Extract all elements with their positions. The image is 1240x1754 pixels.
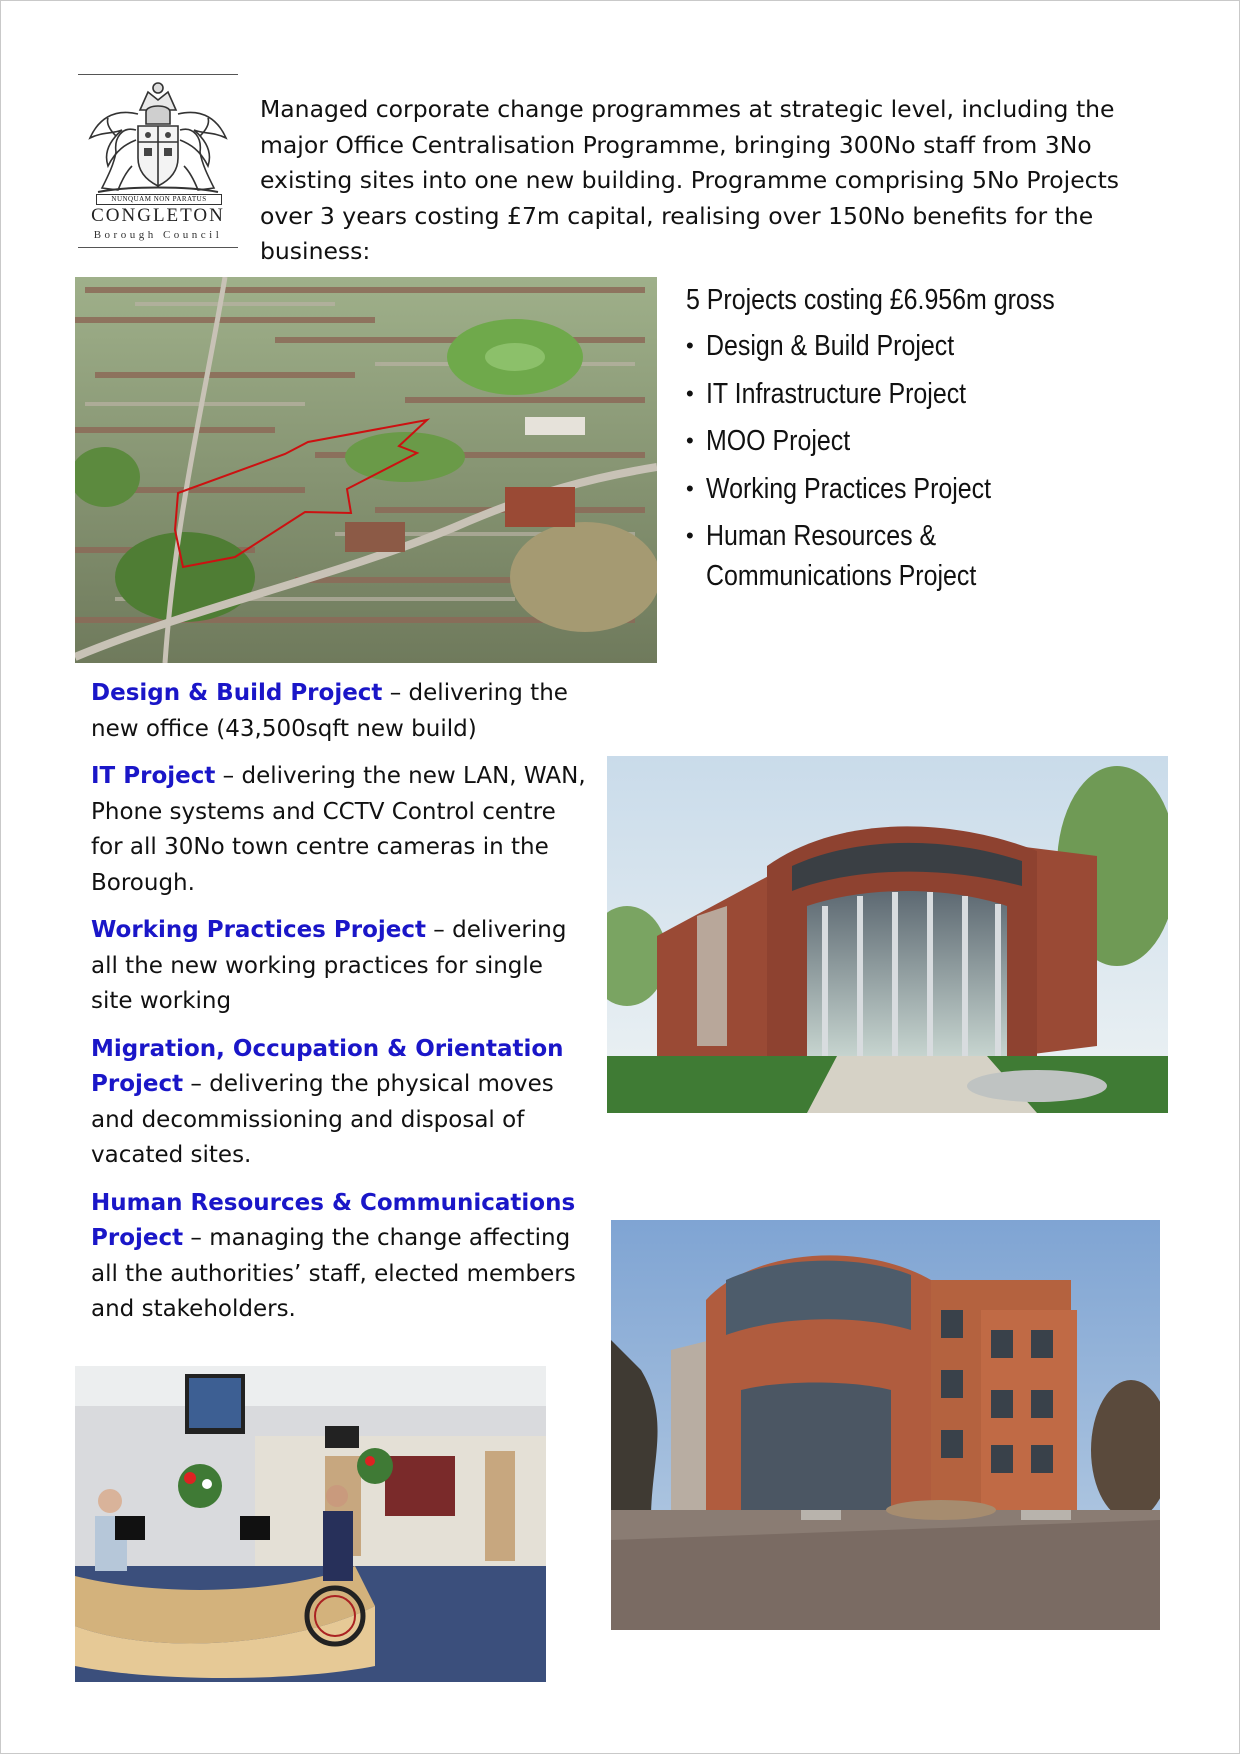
reception-photo (75, 1366, 546, 1682)
project-desc: – managing the change affecting all the authorities’ staff, elected members and stakeholders. (91, 1225, 576, 1322)
list-item: • Human Resources & Communications Project (686, 516, 1156, 596)
project-desc: – delivering the physical moves and decommissioning and disposal of vacated sites. (91, 1071, 554, 1168)
project-desc: – delivering the new LAN, WAN, Phone systems and CCTV Control centre for all 30No town centre cameras in the Borough. (91, 763, 586, 896)
project-title: Design & Build Project (91, 680, 383, 706)
list-item: • Working Practices Project (686, 469, 1156, 509)
coat-of-arms-icon (78, 80, 238, 208)
intro-text: Managed corporate change programmes at strategic level, including the major Office Centralisation Programme, bringing 300No staff from 3No existing sites into one new building. Programme comprising 5No Projects over 3 years costing £7m capital, realising over 150No benefits for the business: (260, 95, 1120, 265)
summary-list (686, 326, 1156, 596)
list-item: • IT Infrastructure Project (686, 374, 1156, 414)
logo-name: CONGLETON (91, 205, 225, 226)
bullet-icon: • (686, 523, 694, 548)
list-item: • MOO Project (686, 421, 1156, 461)
project-desc: – delivering all the new working practices for single site working (91, 917, 567, 1014)
bullet-icon: • (686, 428, 694, 453)
logo-motto: NUNQUAM NON PARATUS (96, 194, 222, 205)
bullet-icon: • (686, 475, 694, 501)
project-descriptions (91, 676, 591, 1340)
project-title: Working Practices Project (91, 917, 426, 943)
project-paragraph (91, 1032, 591, 1174)
project-paragraph (91, 759, 591, 901)
project-desc: – delivering the new office (43,500sqft new build) (91, 680, 568, 742)
list-item: • Design & Build Project (686, 326, 1156, 366)
project-title: Human Resources & Communications Project (91, 1189, 576, 1251)
project-title: IT Project (91, 763, 216, 789)
aerial-site-photo (75, 277, 657, 663)
logo-top-rule (78, 74, 238, 75)
logo-subtitle: Borough Council (93, 229, 223, 241)
logo-bottom-rule (78, 247, 238, 248)
council-logo (78, 74, 240, 249)
completed-office-photo (611, 1220, 1160, 1630)
projects-summary (686, 280, 1156, 604)
project-paragraph (91, 1186, 591, 1328)
bullet-icon: • (686, 380, 694, 406)
office-render-image (607, 756, 1168, 1113)
bullet-icon: • (686, 333, 694, 358)
project-paragraph (91, 676, 591, 747)
project-paragraph (91, 913, 591, 1020)
project-title: Migration, Occupation & Orientation Project (91, 1035, 564, 1097)
summary-heading: 5 Projects costing £6.956m gross (686, 284, 1055, 316)
